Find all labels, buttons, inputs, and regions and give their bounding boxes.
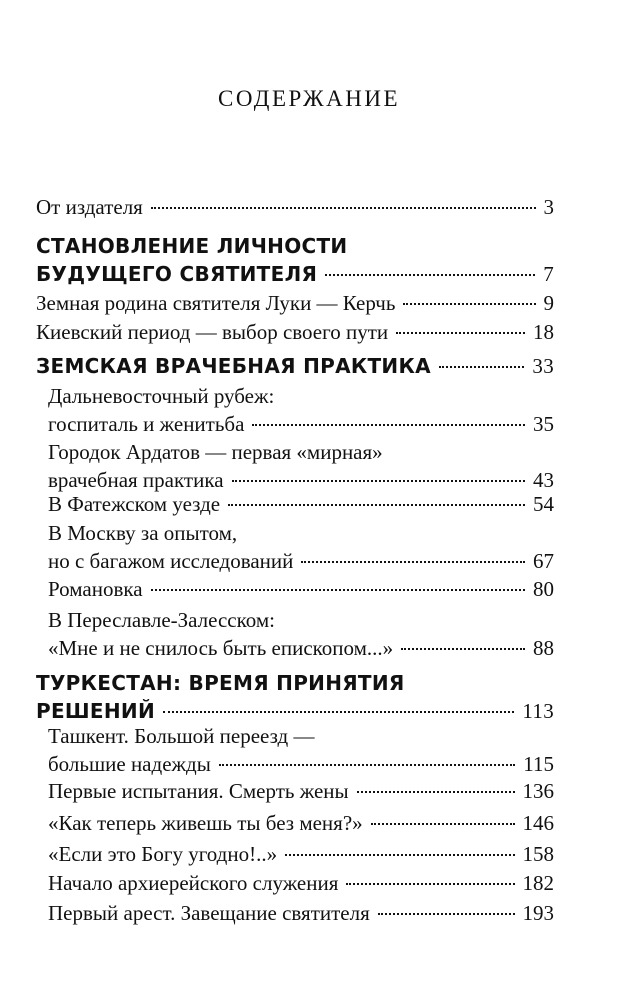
toc-entry <box>48 575 554 603</box>
page-number: 18 <box>533 320 554 344</box>
page-title: СОДЕРЖАНИЕ <box>217 86 400 111</box>
entry-title: врачебная практика <box>48 468 224 492</box>
dot-leader <box>325 274 535 276</box>
toc-entry <box>48 606 554 662</box>
entry-title: СТАНОВЛЕНИЕ ЛИЧНОСТИ <box>36 234 348 258</box>
dot-leader <box>378 913 515 915</box>
page-number: 88 <box>533 636 554 660</box>
toc-entry <box>48 519 554 575</box>
entry-title: В Москву за опытом, <box>48 521 238 545</box>
entry-title: От издателя <box>36 195 143 219</box>
toc-section-heading <box>36 352 554 380</box>
page-number: 182 <box>522 871 554 895</box>
dot-leader <box>346 883 514 885</box>
dot-leader <box>232 480 525 482</box>
toc-entry <box>48 382 554 438</box>
toc-entry <box>48 490 554 518</box>
page-number: 33 <box>532 354 554 378</box>
page-number: 193 <box>522 901 554 925</box>
dot-leader <box>219 764 515 766</box>
entry-title: ТУРКЕСТАН: ВРЕМЯ ПРИНЯТИЯ <box>36 671 405 695</box>
page-number: 80 <box>533 577 554 601</box>
page-number: 7 <box>543 262 554 286</box>
dot-leader <box>151 207 536 209</box>
entry-title: Киевский период — выбор своего пути <box>36 320 389 344</box>
entry-title: большие надежды <box>48 752 211 776</box>
entry-title: но с багажом исследований <box>48 549 294 573</box>
entry-title: Начало архиерейского служения <box>48 871 339 895</box>
toc-entry <box>48 777 554 805</box>
entry-title: «Если это Богу угодно!..» <box>48 842 278 866</box>
toc-section-heading <box>36 669 554 725</box>
entry-title: В Фатежском уезде <box>48 492 221 516</box>
entry-title: Земная родина святителя Луки — Керчь <box>36 291 396 315</box>
entry-title: Дальневосточный рубеж: <box>48 384 275 408</box>
page-number: 54 <box>533 492 554 516</box>
toc-entry <box>48 438 554 494</box>
page-number: 43 <box>533 468 554 492</box>
page-number: 146 <box>522 811 554 835</box>
dot-leader <box>439 366 524 368</box>
entry-title: Городок Ардатов — первая «мирная» <box>48 440 383 464</box>
page-number: 9 <box>543 291 554 315</box>
entry-title: ЗЕМСКАЯ ВРАЧЕБНАЯ ПРАКТИКА <box>36 354 431 378</box>
entry-title: БУДУЩЕГО СВЯТИТЕЛЯ <box>36 262 318 286</box>
toc-entry <box>48 840 554 868</box>
entry-title: Первый арест. Завещание святителя <box>48 901 370 925</box>
entry-title: «Как теперь живешь ты без меня?» <box>48 811 363 835</box>
page-number: 115 <box>523 752 554 776</box>
toc-section-heading <box>36 232 554 288</box>
dot-leader <box>163 711 514 713</box>
toc-entry <box>36 289 554 317</box>
dot-leader <box>285 854 514 856</box>
entry-title: Первые испытания. Смерть жены <box>48 779 349 803</box>
entry-title: Ташкент. Большой переезд — <box>48 724 315 748</box>
dot-leader <box>301 561 525 563</box>
toc-entry <box>48 722 554 778</box>
toc-entry <box>48 809 554 837</box>
page-number: 35 <box>533 412 554 436</box>
entry-title: госпиталь и женитьба <box>48 412 245 436</box>
page-number: 136 <box>522 779 554 803</box>
entry-title: Романовка <box>48 577 143 601</box>
dot-leader <box>403 303 535 305</box>
dot-leader <box>396 332 525 334</box>
page-number: 3 <box>543 195 554 219</box>
page-number: 113 <box>522 699 554 723</box>
dot-leader <box>228 504 525 506</box>
page-number: 158 <box>522 842 554 866</box>
toc-entry <box>48 899 554 927</box>
toc-entry <box>36 318 554 346</box>
entry-title: «Мне и не снилось быть епископом...» <box>48 636 394 660</box>
page-number: 67 <box>533 549 554 573</box>
dot-leader <box>151 589 525 591</box>
dot-leader <box>401 648 525 650</box>
toc-entry <box>36 193 554 221</box>
dot-leader <box>371 823 515 825</box>
entry-title: РЕШЕНИЙ <box>36 699 156 723</box>
dot-leader <box>357 791 515 793</box>
entry-title: В Переславле-Залесском: <box>48 608 275 632</box>
dot-leader <box>252 424 525 426</box>
toc-entry <box>48 869 554 897</box>
